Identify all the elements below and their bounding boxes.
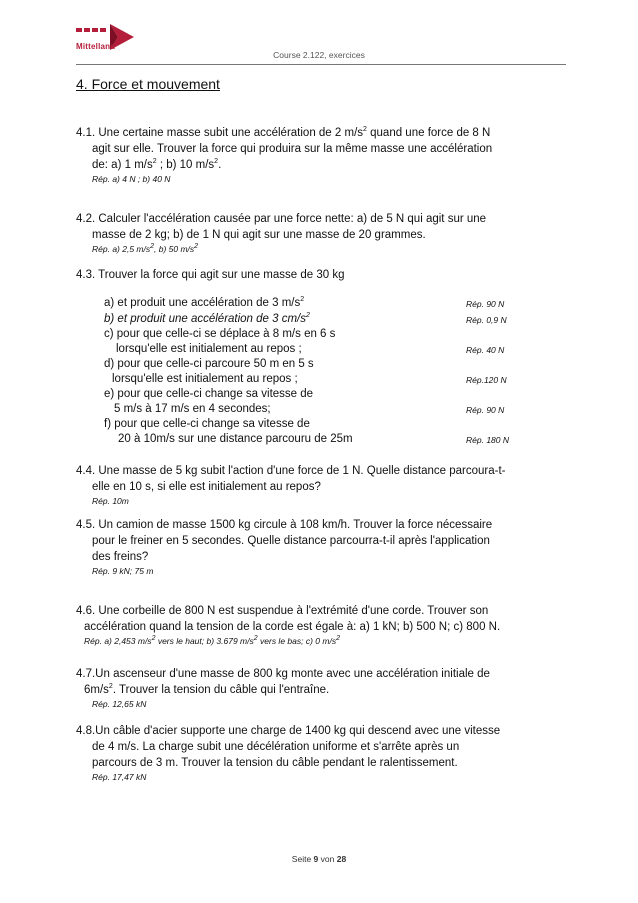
exercise-4-3 [76,267,566,283]
exercise-text: de 4 m/s. La charge subit une décélération uniforme et s'arrête après un [92,741,460,753]
exercise-answer: Rép. 40 N [466,345,505,355]
page-total: 28 [336,854,347,864]
exercise-4-3-item-d: d) pour que celle-ci parcoure 50 m en 5 s [104,358,314,370]
exercise-text: 4.1. Une certaine masse subit une accélération de 2 $m/s^2$ quand une force de 8 N [76,126,491,139]
exercise-answer: Rép. 90 N [466,299,505,309]
exercise-4-2 [76,211,566,255]
exercise-text: elle en 10 s, si elle est initialement au repos? [92,481,321,493]
exercise-4-3-item-f-cont: 20 à 10m/s sur une distance parcouru de 25m [118,433,353,445]
exercise-text: 4.2. Calculer l'accélération causée par une force nette: a) de 5 N qui agit sur une [76,213,487,225]
exercise-text: des freins? [92,551,149,563]
exercise-answer: Rép. 90 N [466,405,505,415]
exercise-text: 4.6. Une corbeille de 800 N est suspendue à l'extrémité d'une corde. Trouver son [76,605,489,617]
page-number: 9 [313,854,319,864]
exercise-4-4 [76,463,566,507]
exercise-4-3-item-c-cont: lorsqu'elle est initialement au repos ; [116,343,302,355]
exercise-answer: Rép. 12,65 kN [92,699,147,709]
page-footer: Seite 9 von 28 [291,854,347,864]
exercise-answer: Rép. a) 2,453 $m/s^2$ vers le haut; b) 3.679 $m/s^2$ vers le bas; c) 0 $m/s^2$ [84,635,340,646]
logo-text: Mittelland [76,42,116,51]
logo-bars [76,28,110,38]
header-divider [76,64,566,65]
exercise-answer: Rép. 9 kN; 75 m [92,566,154,576]
exercise-4-5 [76,517,566,577]
exercise-answer: Rép.120 N [466,375,507,385]
exercise-text: 4.4. Une masse de 5 kg subit l'action d'une force de 1 N. Quelle distance parcoura-t- [76,465,506,477]
header-title: Course 2.122, exercices [273,50,365,60]
exercise-answer: Rép. 10m [92,496,129,506]
exercise-text: 4.5. Un camion de masse 1500 kg circule à 108 km/h. Trouver la force nécessaire [76,519,493,531]
exercise-4-3-item-c: c) pour que celle-ci se déplace à 8 m/s en 6 s [104,328,336,340]
exercise-text: accélération quand la tension de la corde est égale à: a) 1 kN; b) 500 N; c) 800 N. [84,621,501,633]
exercise-4-6 [76,603,566,647]
exercise-text: agit sur elle. Trouver la force qui produira sur la même masse une accélération [92,143,493,155]
exercise-text: pour le freiner en 5 secondes. Quelle distance parcourra-t-il après l'application [92,535,490,547]
section-title: 4. Force et mouvement [76,76,220,92]
exercise-4-3-item-e: e) pour que celle-ci change sa vitesse de [104,388,314,400]
exercise-answer: Rép. 0,9 N [466,315,507,325]
exercise-text: 4.7.Un ascenseur d'une masse de 800 kg monte avec une accélération initiale de [76,668,490,680]
exercise-answer: Rép. 180 N [466,435,509,445]
exercise-text: $6m/s^2$. Trouver la tension du câble qui l'entraîne. [84,683,330,696]
exercise-4-3-item-d-cont: lorsqu'elle est initialement au repos ; [112,373,298,385]
exercise-4-3-item-a: a) et produit une accélération de 3 $m/s^2$ [104,296,305,309]
exercise-4-3-item-b: b) et produit une accélération de 3 $cm/s^2$ [104,312,310,325]
exercise-text: de: a) 1 $m/s^2$ ; b) 10 $m/s^2$. [92,158,222,171]
exercise-4-3-item-f: f) pour que celle-ci change sa vitesse de [104,418,310,430]
exercise-4-8 [76,723,566,783]
exercise-answer: Rép. a) 2,5 $m/s^2$, b) 50 $m/s^2$ [92,243,199,254]
exercise-text: parcours de 3 m. Trouver la tension du câble pendant le ralentissement. [92,757,458,769]
exercise-text: 4.3. Trouver la force qui agit sur une masse de 30 kg [76,269,345,281]
exercise-4-7 [76,666,566,710]
page-header [0,0,638,70]
exercise-4-1 [76,125,566,185]
exercise-answer: Rép. a) 4 N ; b) 40 N [92,174,171,184]
exercise-4-3-item-e-cont: 5 m/s à 17 m/s en 4 secondes; [114,403,271,415]
exercise-text: masse de 2 kg; b) de 1 N qui agit sur une masse de 20 grammes. [92,229,426,241]
exercise-text: 4.8.Un câble d'acier supporte une charge de 1400 kg qui descend avec une vitesse [76,725,501,737]
exercise-answer: Rép. 17,47 kN [92,772,147,782]
